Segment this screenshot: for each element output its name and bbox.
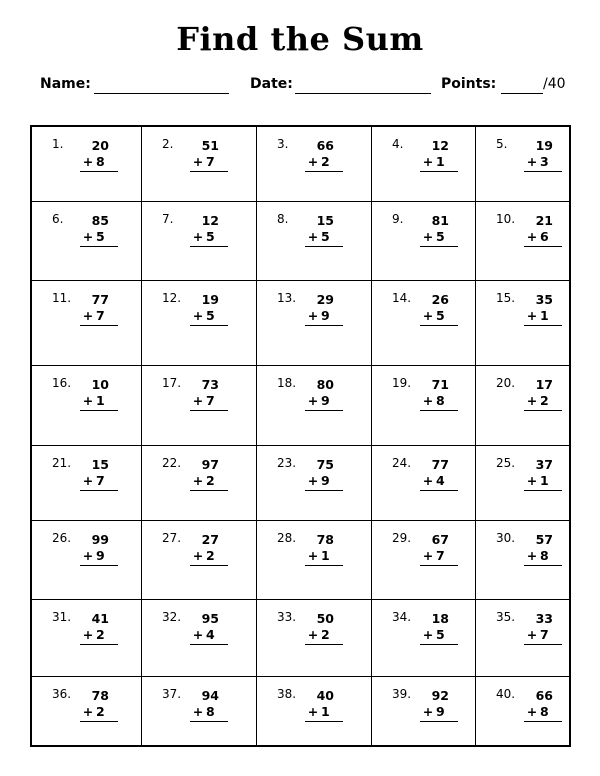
second-addend-row [420,548,458,566]
problem-number: 28. [277,531,297,545]
problem-number: 24. [392,456,412,470]
plus-sign: + [192,229,204,244]
addition-problem [420,611,458,645]
addition-problem [80,611,118,645]
problem-number: 15. [496,291,516,305]
second-addend-row [190,229,228,247]
addition-problem [420,688,458,722]
plus-sign: + [526,473,538,488]
second-addend: 2 [540,393,549,408]
problem-cell [32,202,142,281]
addition-problem [420,532,458,566]
problem-number: 18. [277,376,297,390]
second-addend-row [524,393,562,411]
problem-cell [372,446,476,521]
first-addend: 15 [316,213,334,228]
first-addend: 19 [535,138,553,153]
second-addend: 5 [206,308,215,323]
second-addend-row [190,393,228,411]
addition-problem [305,377,343,411]
addition-problem [420,457,458,491]
addition-problem [80,292,118,326]
second-addend-row [524,627,562,645]
first-addend: 94 [201,688,219,703]
second-addend: 7 [96,308,105,323]
problem-cell [142,202,257,281]
plus-sign: + [82,308,94,323]
second-addend-row [190,627,228,645]
second-addend: 1 [540,308,549,323]
problem-cell [257,127,372,202]
problem-number: 39. [392,687,412,701]
second-addend-row [524,154,562,172]
addition-problem [305,457,343,491]
first-addend: 35 [535,292,553,307]
second-addend: 9 [321,393,330,408]
problem-cell [32,521,142,600]
problem-number: 38. [277,687,297,701]
second-addend-row [420,473,458,491]
problem-cell [476,202,569,281]
problem-number: 17. [162,376,182,390]
second-addend-row [305,473,343,491]
second-addend: 8 [96,154,105,169]
second-addend: 2 [206,473,215,488]
addition-problem [420,377,458,411]
plus-sign: + [192,627,204,642]
problem-number: 4. [392,137,404,151]
problem-number: 32. [162,610,182,624]
problem-cell [372,677,476,745]
plus-sign: + [307,473,319,488]
problem-cell [372,127,476,202]
second-addend-row [80,308,118,326]
addition-problem [305,138,343,172]
second-addend: 1 [96,393,105,408]
second-addend: 7 [96,473,105,488]
problem-cell [142,281,257,366]
plus-sign: + [422,627,434,642]
plus-sign: + [526,548,538,563]
problem-number: 22. [162,456,182,470]
problem-number: 19. [392,376,412,390]
first-addend: 80 [316,377,334,392]
second-addend: 5 [206,229,215,244]
problem-cell [32,366,142,446]
first-addend: 71 [431,377,449,392]
problem-number: 6. [52,212,64,226]
name-label: Name: [40,76,91,92]
first-addend: 75 [316,457,334,472]
first-addend: 66 [535,688,553,703]
first-addend: 50 [316,611,334,626]
second-addend-row [420,704,458,722]
problem-cell [257,521,372,600]
problem-number: 40. [496,687,516,701]
plus-sign: + [307,704,319,719]
problem-cell [257,446,372,521]
plus-sign: + [82,393,94,408]
second-addend-row [524,308,562,326]
second-addend: 8 [206,704,215,719]
addition-problem [524,377,562,411]
addition-problem [524,532,562,566]
addition-problem [305,213,343,247]
problem-cell [142,521,257,600]
first-addend: 12 [431,138,449,153]
problem-number: 35. [496,610,516,624]
second-addend-row [305,548,343,566]
second-addend-row [524,704,562,722]
second-addend: 1 [321,548,330,563]
addition-problem [420,213,458,247]
problem-cell [476,446,569,521]
plus-sign: + [422,308,434,323]
problem-number: 12. [162,291,182,305]
plus-sign: + [422,548,434,563]
problem-number: 9. [392,212,404,226]
second-addend: 4 [436,473,445,488]
problem-number: 31. [52,610,72,624]
problem-number: 3. [277,137,289,151]
first-addend: 20 [91,138,109,153]
plus-sign: + [192,393,204,408]
second-addend: 8 [540,548,549,563]
page-title: Find the Sum [176,20,424,58]
second-addend: 9 [321,308,330,323]
problem-cell [372,202,476,281]
second-addend-row [190,308,228,326]
second-addend: 5 [321,229,330,244]
second-addend: 1 [540,473,549,488]
plus-sign: + [82,704,94,719]
problem-cell [257,677,372,745]
problem-cell [32,600,142,677]
problem-number: 1. [52,137,64,151]
problem-cell [142,366,257,446]
addition-problem [305,611,343,645]
plus-sign: + [422,473,434,488]
plus-sign: + [82,154,94,169]
second-addend-row [420,154,458,172]
second-addend: 2 [321,627,330,642]
plus-sign: + [82,627,94,642]
second-addend: 5 [436,229,445,244]
first-addend: 21 [535,213,553,228]
second-addend-row [420,393,458,411]
problem-cell [372,281,476,366]
plus-sign: + [307,627,319,642]
addition-problem [80,457,118,491]
plus-sign: + [307,229,319,244]
problem-number: 33. [277,610,297,624]
problem-cell [476,281,569,366]
problem-number: 14. [392,291,412,305]
problem-number: 7. [162,212,174,226]
problem-cell [257,281,372,366]
problem-number: 34. [392,610,412,624]
second-addend-row [420,308,458,326]
problem-number: 21. [52,456,72,470]
worksheet-header [40,76,570,96]
first-addend: 78 [316,532,334,547]
first-addend: 40 [316,688,334,703]
problem-cell [142,446,257,521]
addition-problem [524,611,562,645]
first-addend: 15 [91,457,109,472]
problem-cell [476,127,569,202]
plus-sign: + [422,229,434,244]
problem-cell [32,281,142,366]
problem-cell [257,600,372,677]
problem-number: 37. [162,687,182,701]
problem-cell [142,677,257,745]
plus-sign: + [82,548,94,563]
problem-number: 5. [496,137,508,151]
plus-sign: + [307,308,319,323]
problem-number: 36. [52,687,72,701]
first-addend: 57 [535,532,553,547]
plus-sign: + [192,548,204,563]
problem-cell [372,521,476,600]
plus-sign: + [526,154,538,169]
first-addend: 78 [91,688,109,703]
points-label: Points: [441,76,497,92]
addition-problem [190,138,228,172]
problem-cell [476,366,569,446]
first-addend: 17 [535,377,553,392]
plus-sign: + [307,154,319,169]
addition-problem [305,532,343,566]
problem-number: 29. [392,531,412,545]
plus-sign: + [192,308,204,323]
problem-cell [32,446,142,521]
plus-sign: + [192,704,204,719]
points-total: /40 [543,76,566,92]
second-addend: 7 [206,154,215,169]
plus-sign: + [526,627,538,642]
addition-problem [190,213,228,247]
second-addend-row [190,154,228,172]
second-addend-row [190,548,228,566]
second-addend: 7 [540,627,549,642]
second-addend: 5 [436,627,445,642]
second-addend-row [80,704,118,722]
second-addend-row [305,308,343,326]
addition-problem [524,688,562,722]
second-addend: 1 [321,704,330,719]
second-addend-row [420,229,458,247]
first-addend: 27 [201,532,219,547]
second-addend-row [80,229,118,247]
second-addend: 9 [436,704,445,719]
second-addend: 5 [436,308,445,323]
problem-number: 13. [277,291,297,305]
addition-problem [190,688,228,722]
first-addend: 19 [201,292,219,307]
plus-sign: + [307,393,319,408]
date-label: Date: [250,76,293,92]
first-addend: 73 [201,377,219,392]
addition-problem [190,292,228,326]
first-addend: 66 [316,138,334,153]
problem-cell [32,677,142,745]
problem-number: 20. [496,376,516,390]
addition-problem [524,292,562,326]
problem-cell [142,600,257,677]
second-addend-row [524,548,562,566]
plus-sign: + [422,704,434,719]
addition-problem [190,457,228,491]
second-addend: 3 [540,154,549,169]
second-addend-row [80,627,118,645]
plus-sign: + [82,229,94,244]
second-addend: 2 [206,548,215,563]
plus-sign: + [526,393,538,408]
second-addend-row [80,548,118,566]
problem-cell [476,677,569,745]
first-addend: 97 [201,457,219,472]
first-addend: 29 [316,292,334,307]
plus-sign: + [526,229,538,244]
addition-problem [80,377,118,411]
problem-number: 25. [496,456,516,470]
problem-number: 11. [52,291,72,305]
second-addend-row [80,473,118,491]
second-addend-row [524,473,562,491]
second-addend: 8 [436,393,445,408]
first-addend: 77 [431,457,449,472]
first-addend: 92 [431,688,449,703]
first-addend: 10 [91,377,109,392]
first-addend: 77 [91,292,109,307]
second-addend: 9 [96,548,105,563]
second-addend: 5 [96,229,105,244]
addition-problem [420,138,458,172]
plus-sign: + [526,704,538,719]
plus-sign: + [192,473,204,488]
plus-sign: + [82,473,94,488]
second-addend-row [305,393,343,411]
first-addend: 12 [201,213,219,228]
first-addend: 51 [201,138,219,153]
second-addend-row [305,154,343,172]
problem-number: 30. [496,531,516,545]
second-addend-row [524,229,562,247]
addition-problem [190,532,228,566]
second-addend: 6 [540,229,549,244]
plus-sign: + [422,393,434,408]
addition-problem [524,213,562,247]
addition-problem [80,213,118,247]
problem-cell [372,600,476,677]
first-addend: 67 [431,532,449,547]
addition-problem [524,138,562,172]
first-addend: 33 [535,611,553,626]
second-addend: 7 [436,548,445,563]
problem-number: 8. [277,212,289,226]
addition-problem [305,688,343,722]
problem-number: 10. [496,212,516,226]
addition-problem [190,611,228,645]
second-addend-row [305,627,343,645]
addition-problem [420,292,458,326]
second-addend: 2 [321,154,330,169]
second-addend: 9 [321,473,330,488]
plus-sign: + [526,308,538,323]
problem-cell [476,521,569,600]
first-addend: 26 [431,292,449,307]
second-addend: 2 [96,704,105,719]
first-addend: 85 [91,213,109,228]
second-addend-row [190,473,228,491]
first-addend: 41 [91,611,109,626]
second-addend-row [305,229,343,247]
second-addend-row [80,154,118,172]
second-addend: 8 [540,704,549,719]
problem-cell [257,366,372,446]
first-addend: 18 [431,611,449,626]
addition-problem [80,532,118,566]
first-addend: 95 [201,611,219,626]
problem-cell [372,366,476,446]
problem-number: 23. [277,456,297,470]
second-addend: 2 [96,627,105,642]
addition-problem [80,688,118,722]
problem-cell [32,127,142,202]
first-addend: 81 [431,213,449,228]
name-blank[interactable] [94,93,229,94]
problem-number: 27. [162,531,182,545]
second-addend: 4 [206,627,215,642]
problem-grid [30,125,571,747]
second-addend-row [305,704,343,722]
addition-problem [524,457,562,491]
addition-problem [190,377,228,411]
first-addend: 99 [91,532,109,547]
second-addend-row [80,393,118,411]
second-addend-row [190,704,228,722]
plus-sign: + [192,154,204,169]
plus-sign: + [307,548,319,563]
problem-number: 16. [52,376,72,390]
problem-number: 26. [52,531,72,545]
problem-cell [476,600,569,677]
problem-number: 2. [162,137,174,151]
second-addend-row [420,627,458,645]
second-addend: 1 [436,154,445,169]
date-blank[interactable] [295,93,431,94]
addition-problem [305,292,343,326]
second-addend: 7 [206,393,215,408]
first-addend: 37 [535,457,553,472]
plus-sign: + [422,154,434,169]
addition-problem [80,138,118,172]
points-blank[interactable] [501,93,543,94]
problem-cell [142,127,257,202]
problem-cell [257,202,372,281]
